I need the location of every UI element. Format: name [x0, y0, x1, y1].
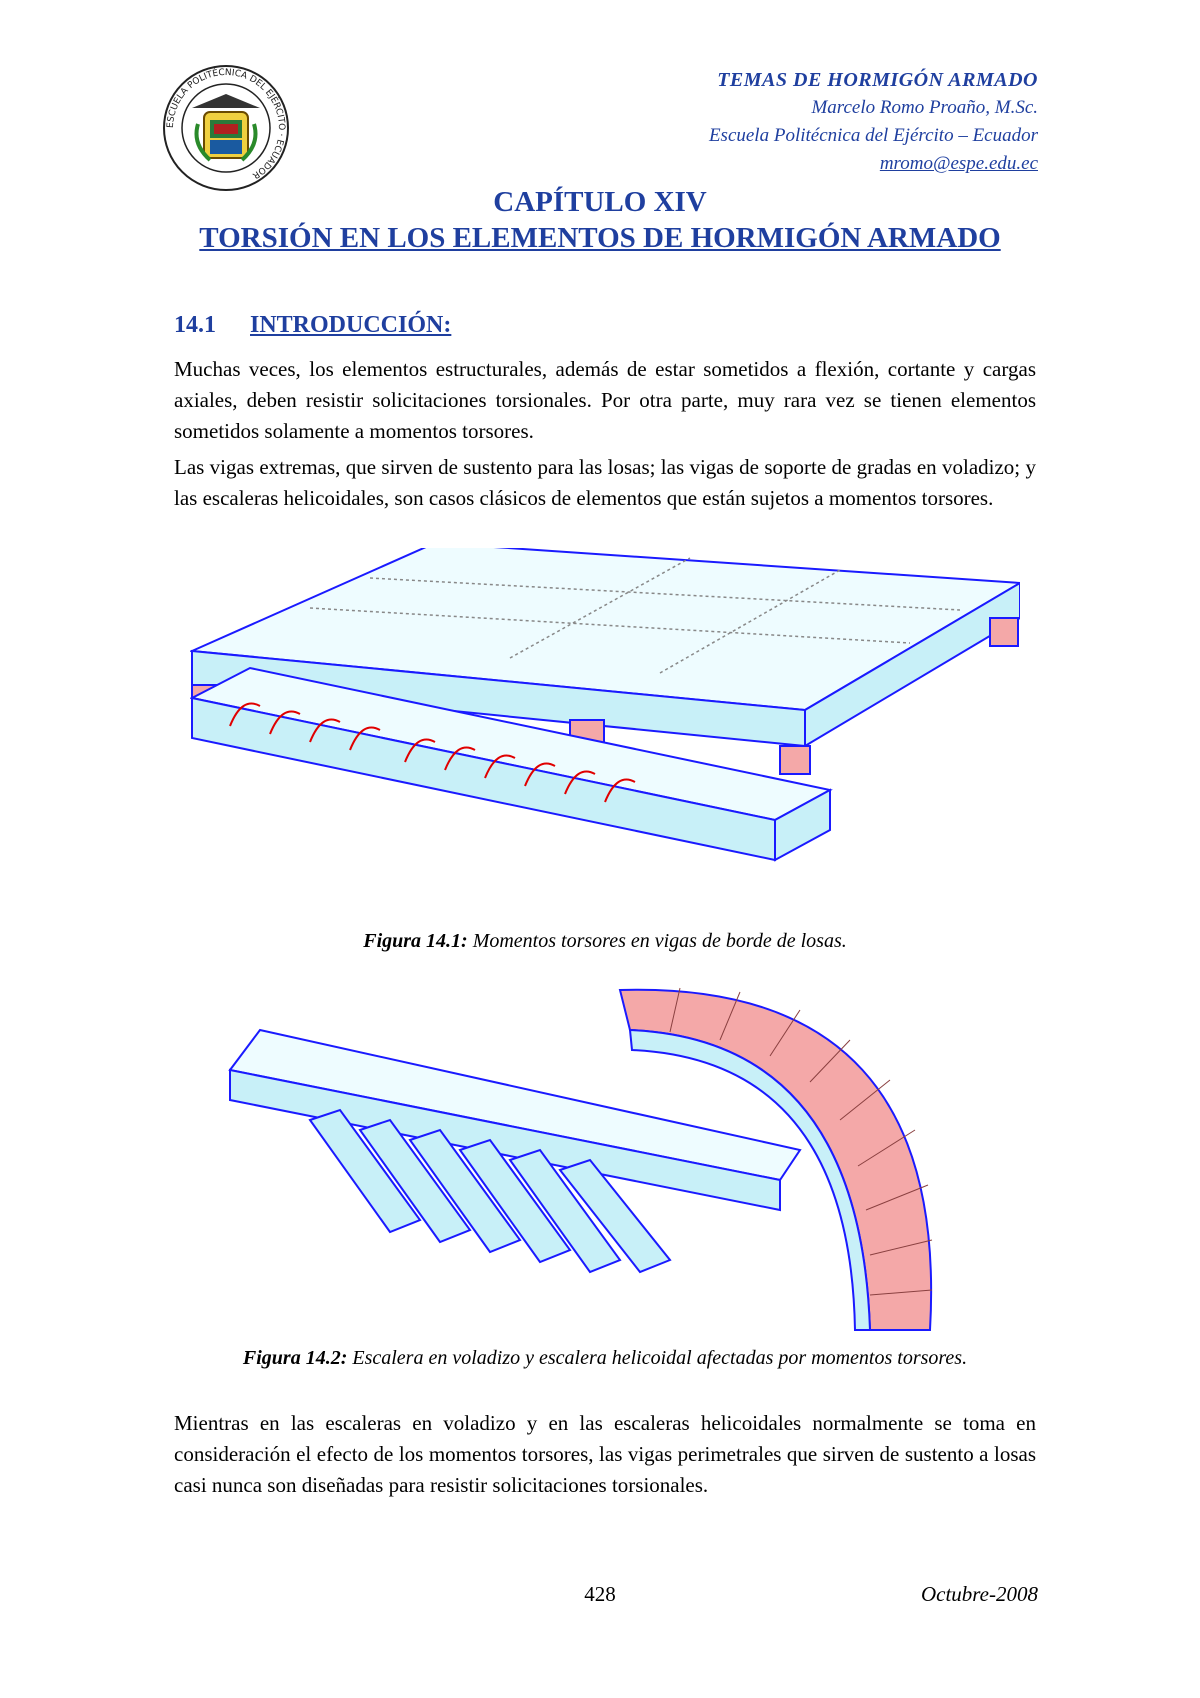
section-title: INTRODUCCIÓN: [250, 312, 452, 338]
header-email-link[interactable]: mromo@espe.edu.ec [879, 153, 1038, 174]
figure-caption-1 [174, 928, 1036, 955]
paragraph-examples: Las vigas extremas, que sirven de sustento para las losas; las vigas de soporte de gradas en voladizo; y las escaleras helicoidales, son casos clásicos de elementos que están sujetos a momentos torsores. [174, 455, 1036, 510]
figure-text-2: Escalera en voladizo y escalera helicoidal afectadas por momentos torsores. [352, 1347, 968, 1369]
figure-helical-stair [600, 970, 1040, 1340]
figure-caption-2 [174, 1345, 1036, 1372]
chapter-title: TORSIÓN EN LOS ELEMENTOS DE HORMIGÓN ARMADO [199, 222, 1001, 254]
page-number: 428 [584, 1582, 616, 1606]
section-heading [174, 312, 451, 339]
page-date: Octubre-2008 [920, 1582, 1038, 1606]
figure-text-1: Momentos torsores en vigas de borde de losas. [472, 930, 847, 952]
university-seal-logo [162, 64, 290, 192]
section-number: 14.1 [174, 312, 216, 338]
paragraph-conclusion: Mientras en las escaleras en voladizo y en las escaleras helicoidales normalmente se toma en consideración el efecto de los momentos torsores, las vigas perimetrales que sirven de sustento a losas casi nunca son diseñadas para resistir solicitaciones torsionales. [174, 1411, 1036, 1497]
header-author: Marcelo Romo Proaño, M.Sc. [811, 97, 1038, 118]
figure-label-2: Figura 14.2: [242, 1347, 348, 1369]
header-school: Escuela Politécnica del Ejército – Ecuador [708, 125, 1038, 146]
chapter-number: CAPÍTULO XIV [493, 186, 707, 218]
figure-slab-edge-beams [190, 548, 1020, 920]
paragraph-intro: Muchas veces, los elementos estructurales, además de estar sometidos a flexión, cortante y cargas axiales, deben resistir solicitaciones torsionales. Por otra parte, muy rara vez se tienen elementos sometidos solamente a momentos torsores. [174, 357, 1036, 443]
figure-label-1: Figura 14.1: [363, 930, 468, 952]
header-title: TEMAS DE HORMIGÓN ARMADO [717, 69, 1038, 91]
svg-text:ESCUELA POLITÉCNICA DEL EJÉRCI: ESCUELA POLITÉCNICA DEL EJÉRCITO · ECUADOR [165, 67, 287, 181]
